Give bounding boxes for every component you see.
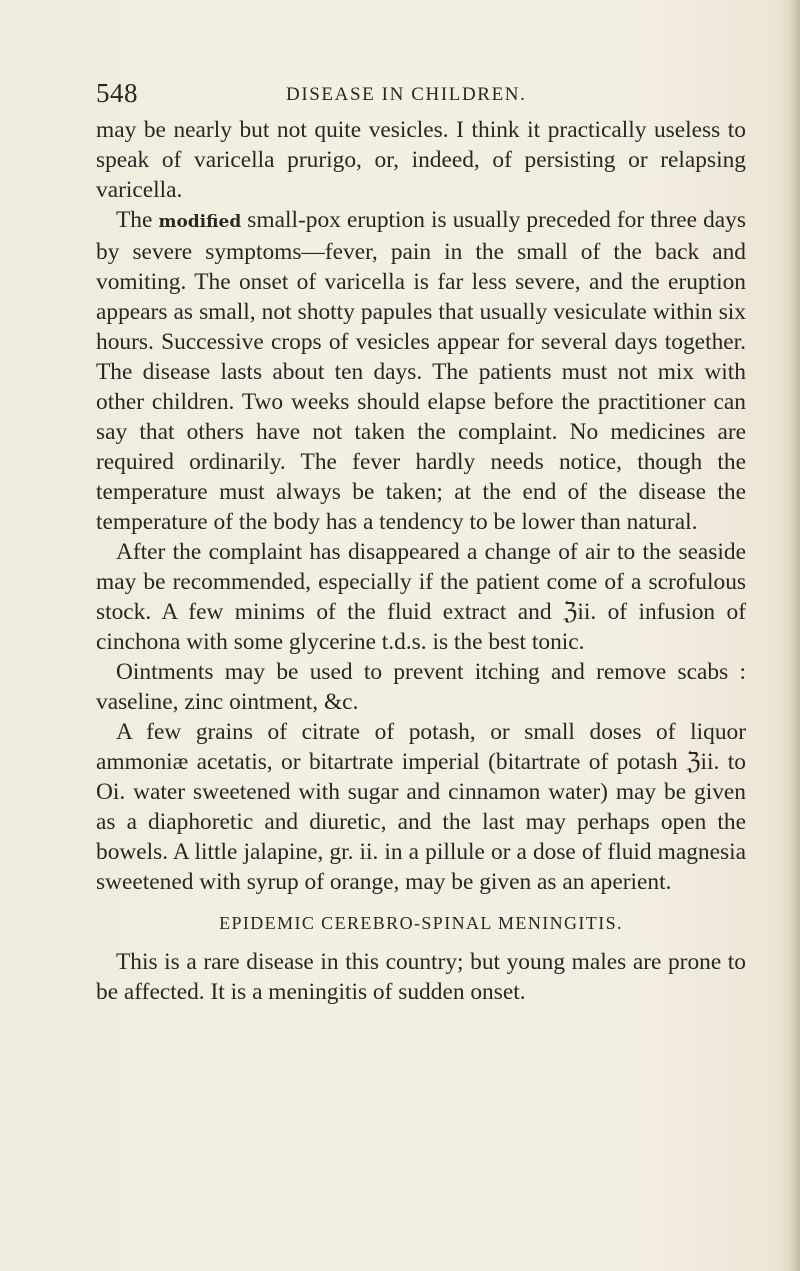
paragraph-lead: The bbox=[116, 207, 159, 233]
paragraph-diaphoretics: A few grains of citrate of potash, or small doses of liquor ammoniæ acetatis, or bitartrate imperial (bitartrate of potash ℨii. to Oi. water sweetened with sugar and cinnamon water) may be given as a diaphoretic and diuretic, and the last may perhaps open the bowels. A little jalapine, gr. ii. in a pillule or a dose of fluid magnesia sweetened with syrup of orange, may be given as an aperient. bbox=[96, 719, 746, 895]
emphasized-word: modified bbox=[158, 212, 242, 232]
paragraph-small-pox-comparison bbox=[96, 205, 746, 537]
body-text bbox=[96, 115, 746, 1007]
section-heading: EPIDEMIC CEREBRO-SPINAL MENINGITIS. bbox=[219, 913, 623, 933]
paragraph-convalescence: After the complaint has disappeared a change of air to the seaside may be recommended, especially if the patient come of a scrofulous stock. A few minims of the fluid extract and ℨii. of infusion of cinchona with some glycerine t.d.s. is the best tonic. bbox=[96, 539, 746, 655]
running-head: DISEASE IN CHILDREN. bbox=[286, 84, 527, 105]
paragraph-varicella-continuation: may be nearly but not quite vesicles. I think it practically useless to speak of varicella prurigo, or, indeed, of persisting or relapsing varicella. bbox=[96, 117, 746, 203]
paragraph-ointments: Ointments may be used to prevent itching and remove scabs : vaseline, zinc ointment, &c. bbox=[96, 659, 746, 715]
page-edge-shadow bbox=[790, 0, 800, 1271]
page-number: 548 bbox=[96, 78, 138, 108]
paragraph-meningitis: This is a rare disease in this country; but young males are prone to be affected. It is a meningitis of sudden onset. bbox=[96, 949, 746, 1005]
page-header bbox=[96, 78, 746, 112]
paragraph-rest: small-pox eruption is usually preceded for three days by severe symptoms—fever, pain in the small of the back and vomiting. The onset of varicella is far less severe, and the eruption appears as small, not shotty papules that usually vesiculate within six hours. Successive crops of vesicles appear for several days together. The disease lasts about ten days. The patients must not mix with other children. Two weeks should elapse before the practitioner can say that others have not taken the complaint. No medicines are required ordinarily. The fever hardly needs notice, though the temperature must always be taken; at the end of the disease the temperature of the body has a tendency to be lower than natural. bbox=[96, 207, 746, 535]
